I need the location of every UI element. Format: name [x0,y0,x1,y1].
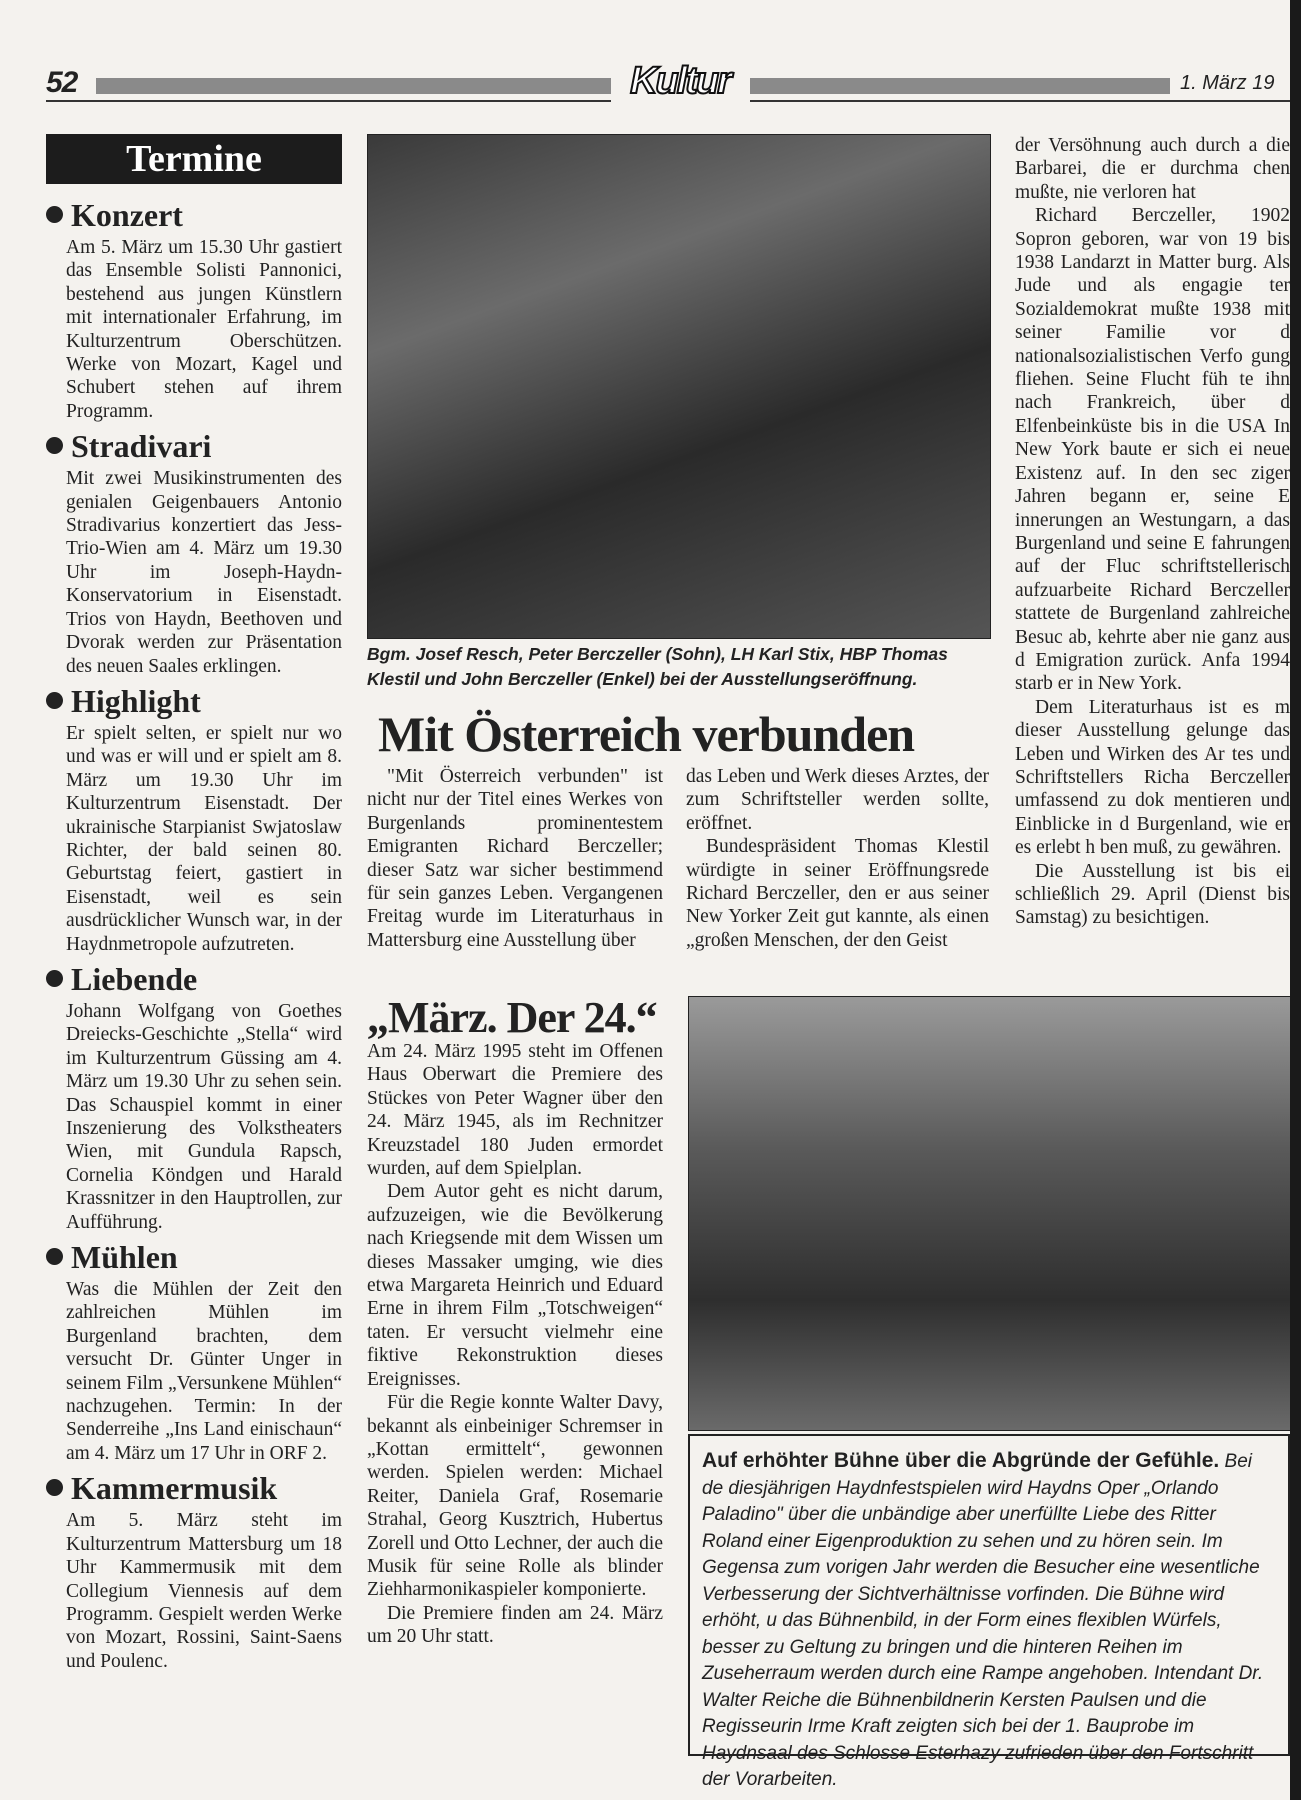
article-paragraph: Am 24. März 1995 steht im Offenen Haus Oberwart die Premiere des Stückes von Peter Wagner über den 24. März 1945, als im Rechnitzer Kreuzstadel 180 Juden ermordet wurden, auf dem Spielplan. [367,1041,663,1180]
masthead-rule-left [46,100,611,102]
termin-text: Am 5. März um 15.30 Uhr gastiert das Ensemble Solisti Pannonici, bestehend aus jungen Künstlern mit internationaler Erfahrung, im Kulturzentrum Oberschützen. Werke von Mozart, Kagel und Schubert stehen auf ihrem Programm. [66,237,342,422]
article-headline: Mit Österreich verbunden [378,706,915,762]
caption-text: Bei de diesjährigen Haydnfestspielen wird Haydns Oper „Orlando Paladino" über die unbändige aber unerfüllte Liebe des Ritter Roland einer Eigenproduktion zu sehen und zu hören sein. Im Gegensa zum vorigen Jahr werden die Besucher eine wesentliche Verbesserung der Sichtverhältnisse vorfinden. Die Bühne wird erhöht, u das Bühnenbild, in der Form eines flexiblen Würfels, besser zu Geltung zu bringen und die hinteren Reihen im Zuseherraum werden durch eine Rampe angehoben. Intendant Dr. Walter Reiche die Bühnenbildnerin Kersten Paulsen und die Regisseurin Irme Kraft zeigten sich bei der 1. Bauprobe im Haydnsaal des Schlosse Esterhazy zufrieden über den Fortschritt der Vorarbeiten. [702,1451,1264,1790]
section-logo: Kultur [630,60,730,102]
bullet-icon [46,692,63,709]
caption-title: Auf erhöhter Bühne über die Abgründe der Gefühle. [702,1449,1220,1472]
termin-item [46,1469,342,1673]
termin-heading: Stradivari [71,428,212,465]
termin-heading: Kammermusik [71,1470,278,1507]
termine-title: Termine [46,134,342,184]
theatre-audience-photo [688,996,1292,1431]
article-paragraph: Richard Berczeller, 1902 Sopron geboren, war von 19 bis 1938 Landarzt in Matter burg. Als Jude und als engagie ter Sozialdemokrat mußte 1938 mit seiner Familie vor d nationalsozialistischen Verfo gung fliehen. Seine Flucht füh te ihn nach Frankreich, über d Elfenbeinküste bis in die USA In New York baute er sich ei neue Existenz auf. In den sec ziger Jahren begann er, seine E innerungen an Westungarn, a das Burgenland und seine E fahrungen auf der Fluc schriftstellerisch aufzuarbeite Richard Berczeller stattete de Burgenland zahlreiche Besuc ab, kehrte aber nie ganz aus d Emigration zurück. Anfa 1994 starb er in New York. [1015,205,1290,695]
termin-text: Mit zwei Musikinstrumenten des genialen Geigenbauers Antonio Stradivarius konzertiert das Jess-Trio-Wien am 4. März um 19.30 Uhr im Joseph-Haydn-Konservatorium in Eisenstadt. Trios von Haydn, Beethoven und Dvorak werden zur Präsentation des neuen Saales erklingen. [66,468,342,677]
termin-item [46,682,342,956]
termin-item [46,1238,342,1465]
article-column-3 [1015,134,1290,979]
termin-text: Er spielt selten, er spielt nur wo und was er will und er spielt am 8. März um 19.30 Uhr im Kulturzentrum Eisenstadt. Der ukrainische Starpianist Swjatoslaw Richter, der bald seinen 80. Geburtstag feiert, gastiert in Eisenstadt, weil es sein ausdrücklicher Wunsch war, in der Haydnmetropole aufzutreten. [66,722,342,955]
article-column-2 [686,765,989,952]
second-article-column [367,1040,663,1649]
article-paragraph: Für die Regie konnte Walter Davy, bekannt als einbeiniger Schremser in „Kottan ermittelt“, gewonnen werden. Spielen werden: Michael Reiter, Daniela Graf, Rosemarie Strahal, Georg Kusztrich, Hubertus Zorell und Otto Lechner, der auch die Musik für seine Rolle als blinder Ziehharmonikaspieler komponierte. [367,1392,663,1601]
photo-caption-box [688,1434,1290,1790]
article-paragraph: "Mit Österreich verbunden" ist nicht nur der Titel eines Werkes von Burgenlands prominentestem Emigranten Richard Berczeller; dieser Satz war sicher bestimmend für sein ganzes Leben. Vergangenen Freitag wurde im Literaturhaus in Mattersburg eine Ausstellung über [367,766,663,951]
bullet-icon [46,1479,63,1496]
masthead-bar-right [750,78,1170,94]
article-paragraph: Bundespräsident Thomas Klestil würdigte in seiner Eröffnungsrede Richard Berczeller, den er aus seiner New Yorker Zeit gut kannte, als einen „großen Menschen, der den Geist [686,836,989,951]
termin-item [46,196,342,423]
termin-item [46,960,342,1234]
termin-text: Am 5. März steht im Kulturzentrum Mattersburg um 18 Uhr Kammermusik mit dem Collegium Viennesis auf dem Programm. Gespielt werden Werke von Mozart, Rossini, Saint-Saens und Poulenc. [66,1510,342,1672]
scan-edge [1290,0,1301,1800]
photo-caption: Bgm. Josef Resch, Peter Berczeller (Sohn), LH Karl Stix, HBP Thomas Klestil und John Berczeller (Enkel) bei der Ausstellungseröffnung. [367,644,948,689]
article-paragraph: der Versöhnung auch durch a die Barbarei, die er durchma chen mußte, nie verloren hat [1015,135,1290,203]
exhibition-opening-photo [367,134,991,639]
masthead-bar-left [96,78,611,94]
bullet-icon [46,437,63,454]
termin-heading: Highlight [71,682,201,719]
article-paragraph: das Leben und Werk dieses Arztes, der zum Schriftsteller werden sollte, eröffnet. [686,766,989,834]
termin-item [46,427,342,678]
article-paragraph: Die Premiere finden am 24. März um 20 Uhr statt. [367,1602,663,1648]
issue-date: 1. März 19 [1180,72,1275,94]
termin-heading: Liebende [71,960,198,997]
termin-heading: Mühlen [71,1239,178,1276]
termin-text: Johann Wolfgang von Goethes Dreiecks-Geschichte „Stella“ wird im Kulturzentrum Güssing am 4. März um 19.30 Uhr zu sehen sein. Das Schauspiel kommt in einer Inszenierung des Volkstheaters Wien, mit Gundula Rapsch, Cornelia Köndgen und Harald Krassnitzer in den Hauptrollen, zur Aufführung. [66,1000,342,1233]
bullet-icon [46,1248,63,1265]
masthead-rule-right [750,100,1290,102]
termine-column [46,192,342,1673]
termin-text: Was die Mühlen der Zeit den zahlreichen Mühlen im Burgenland brachten, dem versucht Dr. Günter Unger in seinem Film „Versunkene Mühlen“ nachzugehen. Termin: In der Senderreihe „Ins Land einischaun“ am 4. März um 17 Uhr in ORF 2. [66,1279,342,1464]
article-paragraph: Die Ausstellung ist bis ei schließlich 29. April (Dienst bis Samstag) zu besichtigen. [1015,860,1290,929]
second-article-headline: „März. Der 24.“ [367,993,657,1042]
article-paragraph: Dem Autor geht es nicht darum, aufzuzeigen, wie die Bevölkerung nach Kriegsende mit dem Wissen um dieses Massaker umging, wie dies etwa Margareta Heinrich und Eduard Erne in ihrem Film „Totschweigen“ taten. Er versucht vielmehr eine fiktive Rekonstruktion dieses Ereignisses. [367,1181,663,1390]
termin-heading: Konzert [71,197,183,233]
page-number: 52 [46,66,78,99]
bullet-icon [46,206,63,223]
article-column-1 [367,765,663,952]
article-paragraph: Dem Literaturhaus ist es m dieser Ausstellung gelunge das Leben und Wirken des Ar tes und Schriftstellers Richa Berczeller umfassend zu dok mentieren und Einblicke in d Burgenland, wie er es erlebt h ben muß, zu gewähren. [1015,696,1290,859]
bullet-icon [46,970,63,987]
